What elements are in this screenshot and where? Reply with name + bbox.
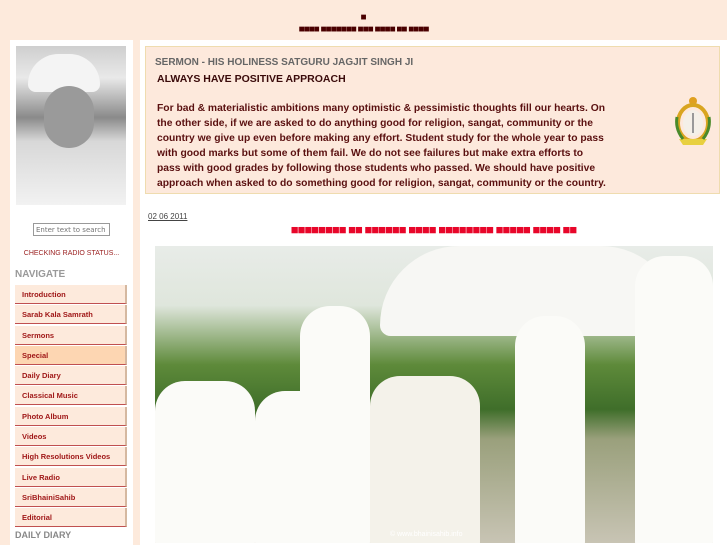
sermon-heading: SERMON - HIS HOLINESS SATGURU JAGJIT SINGH JI [155, 57, 414, 68]
nav-item-sribhainisahib[interactable]: SriBhainiSahib [15, 488, 127, 507]
nav-item-classical-music[interactable]: Classical Music [15, 386, 127, 405]
nav-item-sermons[interactable]: Sermons [15, 326, 127, 345]
nav-menu [15, 285, 127, 529]
nav-item-live-radio[interactable]: Live Radio [15, 468, 127, 487]
sermon-title: ALWAYS HAVE POSITIVE APPROACH [157, 73, 346, 85]
sidebar [10, 40, 133, 545]
search-input[interactable] [33, 223, 110, 236]
sermon-box [145, 46, 720, 194]
nav-item-special[interactable]: Special [15, 346, 127, 365]
nav-item-videos[interactable]: Videos [15, 427, 127, 446]
site-title-line2: ■■■■ ■■■■■■■ ■■■ ■■■■ ■■ ■■■■ [298, 24, 429, 35]
nav-item-sarab-kala-samrath[interactable]: Sarab Kala Samrath [15, 305, 127, 324]
site-title-line1: ■ [360, 12, 367, 23]
diary-date-link[interactable]: 02 06 2011 [148, 212, 188, 221]
nav-item-hr-videos[interactable]: High Resolutions Videos [15, 447, 127, 466]
portrait-image [16, 46, 126, 205]
main-content [140, 40, 727, 545]
nav-item-introduction[interactable]: Introduction [15, 285, 127, 304]
diary-title: ■■■■■■■■ ■■ ■■■■■■ ■■■■ ■■■■■■■■ ■■■■■ ■■■■ ■■ [290, 222, 577, 237]
photo-watermark: © www.bhainisahib.info [390, 531, 463, 538]
nav-item-editorial[interactable]: Editorial [15, 508, 127, 527]
daily-diary-heading: DAILY DIARY [15, 530, 72, 540]
nav-item-photo-album[interactable]: Photo Album [15, 407, 127, 426]
navigate-heading: NAVIGATE [15, 269, 66, 280]
emblem-icon [673, 95, 713, 147]
diary-photo [155, 246, 713, 543]
radio-status[interactable]: CHECKING RADIO STATUS... [23, 250, 120, 257]
nav-item-daily-diary[interactable]: Daily Diary [15, 366, 127, 385]
sermon-body: For bad & materialistic ambitions many optimistic & pessimistic thoughts fill our hearts. On the other side, if we are asked to do anything good for religion, sangat, community or the country we give up even before making any effort. Student study for the whole year to pass with good marks but some of them fail. We do not see failures but make extra efforts to pass with good grades by following those students who passed. We should have positive approach when asked to do something good for religion, sangat, community or the country. [157, 103, 606, 189]
